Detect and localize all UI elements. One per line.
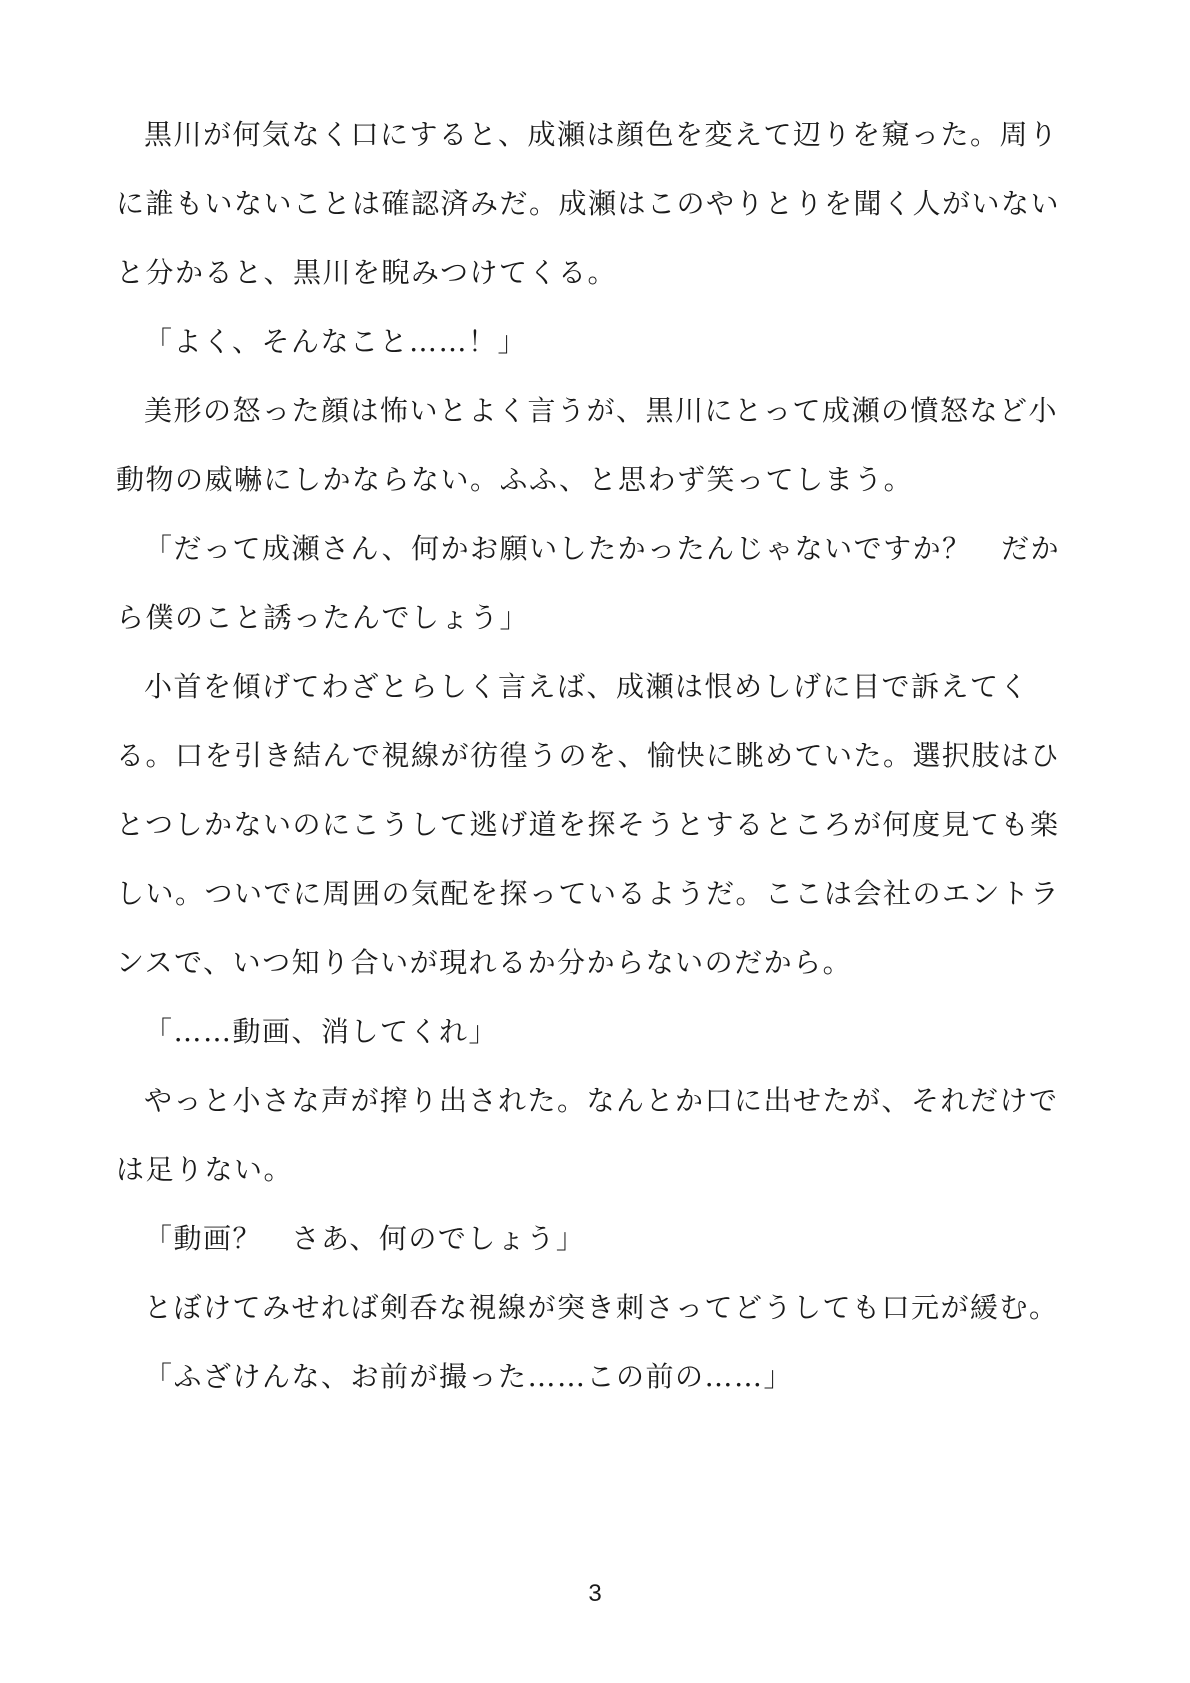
text-line: 黒川が何気なく口にすると、成瀬は顔色を変えて辺りを窺った。周り xyxy=(144,118,1059,151)
text-line: 「だって成瀬さん、何かお願いしたかったんじゃないですか？ だか xyxy=(144,532,1061,565)
text-line: ら僕のこと誘ったんでしょう」 xyxy=(116,601,530,634)
body-text xyxy=(116,100,1076,1411)
text-line: と分かると、黒川を睨みつけてくる。 xyxy=(116,256,617,289)
text-line: 「ふざけんな、お前が撮った……この前の……」 xyxy=(144,1360,794,1393)
text-line: しい。ついでに周囲の気配を探っているようだ。ここは会社のエントラ xyxy=(116,877,1061,910)
text-line: ンスで、いつ知り合いが現れるか分からないのだから。 xyxy=(116,946,853,979)
text-line: は足りない。 xyxy=(116,1153,294,1186)
text-line: 美形の怒った顔は怖いとよく言うが、黒川にとって成瀬の憤怒など小 xyxy=(144,394,1058,427)
text-line: る。口を引き結んで視線が彷徨うのを、愉快に眺めていた。選択肢はひ xyxy=(116,739,1061,772)
text-line: 「動画？ さあ、何のでしょう」 xyxy=(144,1222,586,1255)
page-number: 3 xyxy=(588,1580,602,1607)
text-line: やっと小さな声が搾り出された。なんとか口に出せたが、それだけで xyxy=(144,1084,1059,1117)
text-line: に誰もいないことは確認済みだ。成瀬はこのやりとりを聞く人がいない xyxy=(116,187,1061,220)
text-line: 「よく、そんなこと……！」 xyxy=(144,325,527,358)
text-line: 動物の威嚇にしかならない。ふふ、と思わず笑ってしまう。 xyxy=(116,463,914,496)
text-line: 「……動画、消してくれ」 xyxy=(144,1015,499,1048)
text-line: とぼけてみせれば剣呑な視線が突き刺さってどうしても口元が緩む。 xyxy=(144,1291,1059,1324)
text-line: とつしかないのにこうして逃げ道を探そうとするところが何度見ても楽 xyxy=(116,808,1060,841)
text-line: 小首を傾げてわざとらしく言えば、成瀬は恨めしげに目で訴えてく xyxy=(144,670,1030,703)
